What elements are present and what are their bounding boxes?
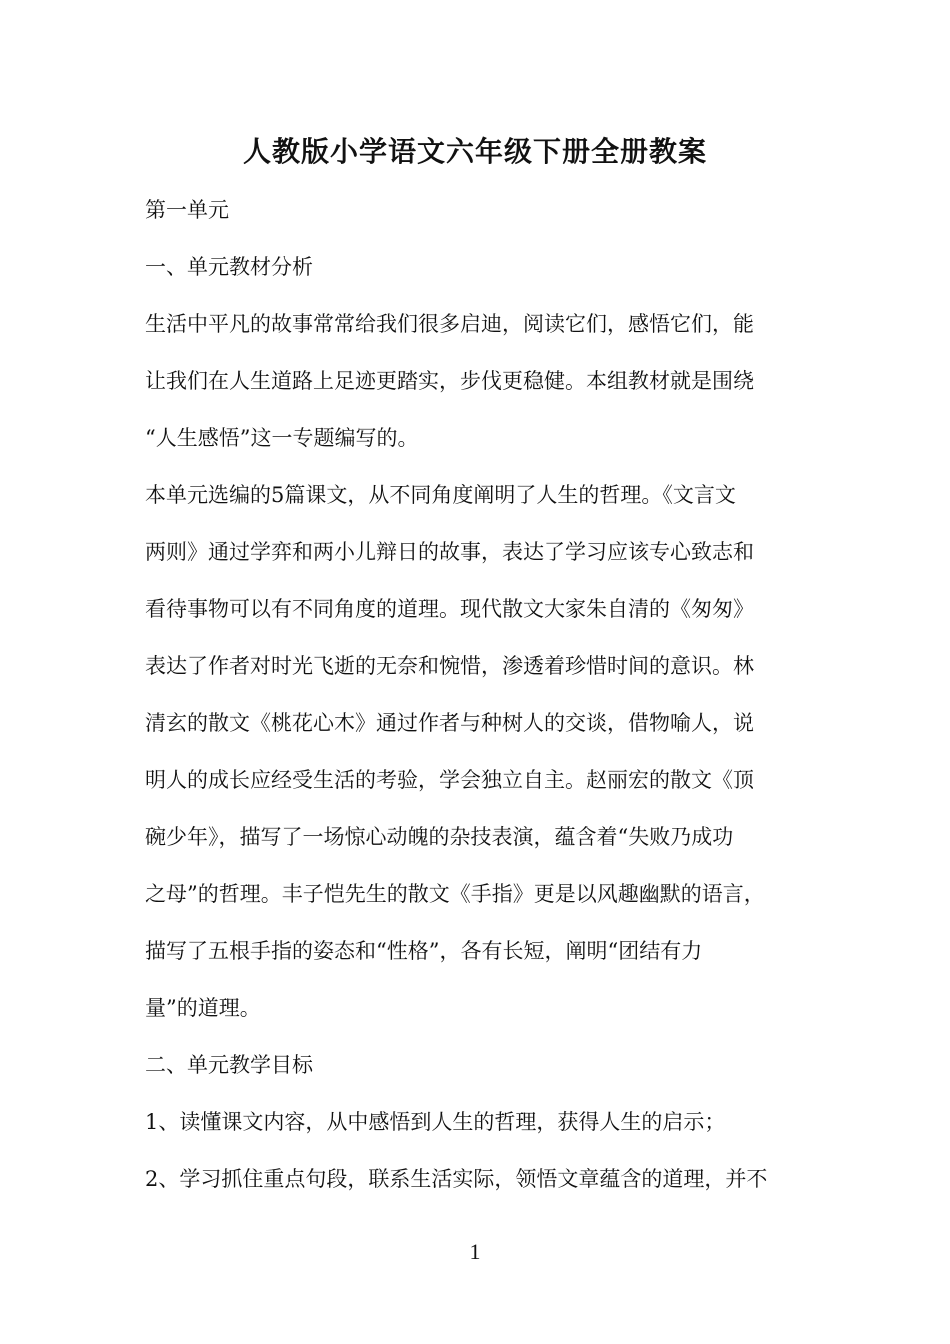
paragraph-line: 明人的成长应经受生活的考验，学会独立自主。赵丽宏的散文《顶 [145, 768, 754, 792]
subsection-heading: 一、单元教材分析 [145, 255, 313, 279]
paragraph-line: 表达了作者对时光飞逝的无奈和惋惜，渗透着珍惜时间的意识。林 [145, 654, 754, 678]
paragraph-line: 量”的道理。 [145, 996, 261, 1020]
paragraph-line: 两则》通过学弈和两小儿辩日的故事，表达了学习应该专心致志和 [145, 540, 754, 564]
list-item: 2、学习抓住重点句段，联系生活实际，领悟文章蕴含的道理，并不 [145, 1167, 768, 1191]
page-number: 1 [469, 1239, 481, 1264]
paragraph-line: 看待事物可以有不同角度的道理。现代散文大家朱自清的《匆匆》 [145, 597, 754, 621]
section-heading: 第一单元 [145, 198, 229, 222]
paragraph-line: 让我们在人生道路上足迹更踏实，步伐更稳健。本组教材就是围绕 [145, 369, 754, 393]
document-body [145, 182, 825, 1208]
paragraph-line: 本单元选编的5篇课文，从不同角度阐明了人生的哲理。《文言文 [145, 483, 736, 507]
paragraph-line: 碗少年》，描写了一场惊心动魄的杂技表演，蕴含着“失败乃成功 [145, 825, 734, 849]
paragraph-line: 生活中平凡的故事常常给我们很多启迪，阅读它们，感悟它们，能 [145, 312, 754, 336]
list-item: 1、读懂课文内容，从中感悟到人生的哲理，获得人生的启示； [145, 1110, 726, 1134]
paragraph-line: 清玄的散文《桃花心木》通过作者与种树人的交谈，借物喻人，说 [145, 711, 754, 735]
paragraph-line: 描写了五根手指的姿态和“性格”，各有长短，阐明“团结有力 [145, 939, 703, 963]
document-title: 人教版小学语文六年级下册全册教案 [242, 135, 707, 168]
paragraph-line: 之母”的哲理。丰子恺先生的散文《手指》更是以风趣幽默的语言， [145, 882, 765, 906]
subsection-heading: 二、单元教学目标 [145, 1053, 313, 1077]
paragraph-line: “人生感悟”这一专题编写的。 [145, 426, 419, 450]
